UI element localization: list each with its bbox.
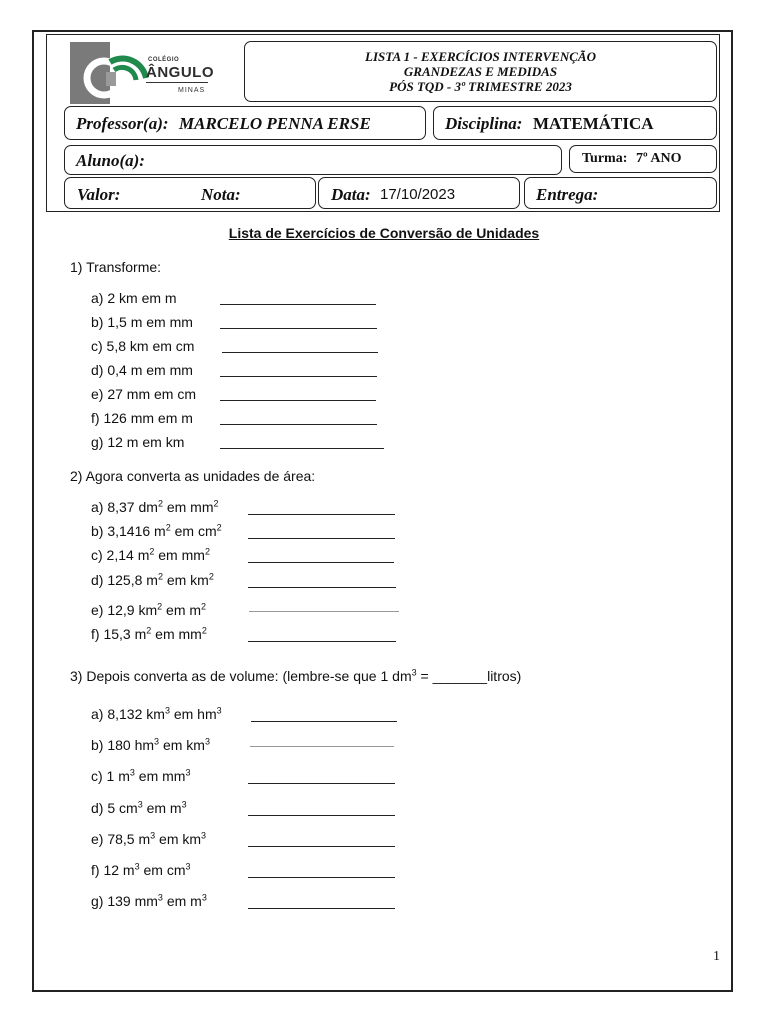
aluno-label: Aluno(a): bbox=[76, 151, 145, 170]
q3-item-d-exp1: 3 bbox=[137, 799, 143, 810]
disciplina-value: MATEMÁTICA bbox=[533, 114, 654, 133]
q2-item-b-mid: em cm bbox=[170, 523, 217, 539]
q3-item-a-pre: a) 8,132 km bbox=[91, 706, 165, 722]
q3-answer-line-d[interactable] bbox=[248, 815, 395, 816]
q3-item-f-mid: em cm bbox=[139, 862, 186, 878]
q2-item-a bbox=[91, 499, 219, 515]
q2-item-f bbox=[91, 626, 207, 642]
q3-answer-line-g[interactable] bbox=[248, 908, 395, 909]
q3-item-g-exp1: 3 bbox=[157, 892, 163, 903]
q3-prompt-exp: 3 bbox=[411, 667, 417, 678]
q3-item-f-exp2: 3 bbox=[185, 861, 191, 872]
q3-item-b-exp1: 3 bbox=[154, 736, 160, 747]
entrega-label: Entrega: bbox=[536, 185, 599, 204]
valor-label: Valor: bbox=[77, 185, 121, 204]
q2-item-c-mid: em mm bbox=[154, 547, 205, 563]
professor-box bbox=[64, 106, 426, 140]
page-number: 1 bbox=[713, 949, 720, 964]
q3-item-c-exp2: 3 bbox=[185, 767, 191, 778]
q3-item-e-mid: em km bbox=[155, 831, 202, 847]
q1-item-e: e) 27 mm em cm bbox=[91, 386, 197, 402]
q3-item-d-exp2: 3 bbox=[181, 799, 187, 810]
q3-item-a-mid: em hm bbox=[169, 706, 217, 722]
q3-item-a-exp2: 3 bbox=[216, 705, 222, 716]
q3-item-f bbox=[91, 862, 191, 878]
q3-answer-line-e[interactable] bbox=[248, 846, 395, 847]
worksheet-title: Lista de Exercícios de Conversão de Unidades bbox=[228, 225, 540, 241]
question-3-prompt bbox=[70, 668, 521, 684]
list-title-box bbox=[244, 41, 717, 102]
q3-item-e-exp2: 3 bbox=[201, 830, 207, 841]
q2-item-b-exp2: 2 bbox=[216, 522, 222, 533]
q3-item-g bbox=[91, 893, 207, 909]
q1-answer-line-b[interactable] bbox=[220, 328, 377, 329]
q1-answer-line-f[interactable] bbox=[220, 424, 377, 425]
title-line-2: GRANDEZAS E MEDIDAS bbox=[403, 64, 558, 79]
data-label: Data: bbox=[331, 185, 371, 204]
q2-item-d-pre: d) 125,8 m bbox=[91, 572, 158, 588]
q3-answer-line-f[interactable] bbox=[248, 877, 395, 878]
q3-item-a-exp1: 3 bbox=[164, 705, 170, 716]
q2-answer-line-b[interactable] bbox=[248, 538, 395, 539]
q2-answer-line-f[interactable] bbox=[248, 641, 396, 642]
aluno-box bbox=[64, 145, 562, 175]
data-box bbox=[318, 177, 520, 209]
q3-item-c bbox=[91, 768, 190, 784]
q1-answer-line-e[interactable] bbox=[220, 400, 376, 401]
disciplina-label: Disciplina: bbox=[445, 114, 523, 133]
q2-item-c-pre: c) 2,14 m bbox=[91, 547, 150, 563]
q1-answer-line-a[interactable] bbox=[220, 304, 376, 305]
q3-item-b-pre: b) 180 hm bbox=[91, 737, 155, 753]
q1-answer-line-c[interactable] bbox=[222, 352, 378, 353]
question-2-prompt: 2) Agora converta as unidades de área: bbox=[70, 468, 316, 484]
question-1-prompt: 1) Transforme: bbox=[70, 259, 162, 275]
q3-prompt-post: = _______litros) bbox=[416, 668, 522, 684]
valor-nota-box bbox=[64, 177, 316, 209]
q3-item-c-exp1: 3 bbox=[129, 767, 135, 778]
q2-item-d-exp1: 2 bbox=[157, 571, 163, 582]
logo-line-3: MINAS bbox=[178, 87, 206, 94]
q3-item-b bbox=[91, 737, 210, 753]
nota-label: Nota: bbox=[201, 185, 241, 204]
q2-item-c-exp2: 2 bbox=[204, 546, 210, 557]
q3-item-b-exp2: 3 bbox=[204, 736, 210, 747]
q1-item-a: a) 2 km em m bbox=[91, 290, 177, 306]
q3-item-c-pre: c) 1 m bbox=[91, 768, 130, 784]
q3-item-b-mid: em km bbox=[159, 737, 205, 753]
q1-item-b: b) 1,5 m em mm bbox=[91, 314, 193, 330]
q2-item-a-exp2: 2 bbox=[213, 498, 219, 509]
q3-item-e bbox=[91, 831, 206, 847]
q1-item-d: d) 0,4 m em mm bbox=[91, 362, 193, 378]
q2-item-a-mid: em mm bbox=[162, 499, 214, 515]
q3-item-d-pre: d) 5 cm bbox=[91, 800, 138, 816]
q1-item-g: g) 12 m em km bbox=[91, 434, 185, 450]
professor-value: MARCELO PENNA ERSE bbox=[179, 114, 371, 133]
q3-item-g-exp2: 3 bbox=[201, 892, 207, 903]
logo-divider bbox=[146, 82, 208, 83]
q1-answer-line-g[interactable] bbox=[220, 448, 384, 449]
professor-label: Professor(a): bbox=[76, 114, 169, 133]
q2-item-e-pre: e) 12,9 km bbox=[91, 602, 158, 618]
q2-answer-line-c[interactable] bbox=[248, 562, 394, 563]
q2-item-e-exp2: 2 bbox=[201, 601, 207, 612]
q2-item-d bbox=[91, 572, 214, 588]
disciplina-box bbox=[433, 106, 717, 140]
logo-line-2: ÂNGULO bbox=[146, 64, 214, 81]
q2-item-e bbox=[91, 602, 206, 618]
q3-item-f-exp1: 3 bbox=[134, 861, 140, 872]
q1-item-c: c) 5,8 km em cm bbox=[91, 338, 195, 354]
data-value: 17/10/2023 bbox=[380, 186, 456, 203]
q2-item-a-pre: a) 8,37 dm bbox=[91, 499, 158, 515]
turma-value: 7º ANO bbox=[636, 151, 682, 166]
entrega-box bbox=[524, 177, 717, 209]
q2-item-d-mid: em km bbox=[162, 572, 209, 588]
q3-item-c-mid: em mm bbox=[134, 768, 186, 784]
q2-item-f-pre: f) 15,3 m bbox=[91, 626, 147, 642]
q2-item-b bbox=[91, 523, 222, 539]
q2-answer-line-d[interactable] bbox=[248, 587, 396, 588]
q3-item-f-pre: f) 12 m bbox=[91, 862, 135, 878]
q2-item-f-exp2: 2 bbox=[201, 625, 207, 636]
title-line-3: PÓS TQD - 3º TRIMESTRE 2023 bbox=[389, 79, 572, 94]
title-line-1: LISTA 1 - EXERCÍCIOS INTERVENÇÃO bbox=[365, 49, 596, 64]
q3-item-d bbox=[91, 800, 187, 816]
q3-answer-line-a[interactable] bbox=[251, 721, 397, 722]
logo-line-1: COLÉGIO bbox=[148, 57, 180, 63]
q2-answer-line-a[interactable] bbox=[248, 514, 395, 515]
q3-item-g-pre: g) 139 mm bbox=[91, 893, 158, 909]
turma-label: Turma: bbox=[582, 151, 628, 166]
q3-item-e-pre: e) 78,5 m bbox=[91, 831, 151, 847]
q1-item-f: f) 126 mm em m bbox=[91, 410, 193, 426]
q2-item-b-pre: b) 3,1416 m bbox=[91, 523, 166, 539]
q2-item-c-exp1: 2 bbox=[149, 546, 155, 557]
q3-prompt-pre: 3) Depois converta as de volume: (lembre-se que 1 dm bbox=[70, 668, 412, 684]
q2-item-f-mid: em mm bbox=[151, 626, 202, 642]
q2-item-c bbox=[91, 547, 210, 563]
q3-item-a bbox=[91, 706, 222, 722]
q2-answer-line-e[interactable] bbox=[249, 611, 399, 612]
q2-item-e-mid: em m bbox=[162, 602, 202, 618]
q3-answer-line-b[interactable] bbox=[250, 746, 394, 747]
q3-item-g-mid: em m bbox=[162, 893, 202, 909]
q2-item-b-exp1: 2 bbox=[165, 522, 171, 533]
q3-item-d-mid: em m bbox=[142, 800, 182, 816]
q2-item-a-exp1: 2 bbox=[157, 498, 163, 509]
q3-item-e-exp1: 3 bbox=[150, 830, 156, 841]
q2-item-f-exp1: 2 bbox=[146, 625, 152, 636]
q2-item-d-exp2: 2 bbox=[208, 571, 214, 582]
q1-answer-line-d[interactable] bbox=[220, 376, 377, 377]
turma-box bbox=[569, 145, 717, 173]
q2-item-e-exp1: 2 bbox=[157, 601, 163, 612]
q3-answer-line-c[interactable] bbox=[248, 783, 395, 784]
